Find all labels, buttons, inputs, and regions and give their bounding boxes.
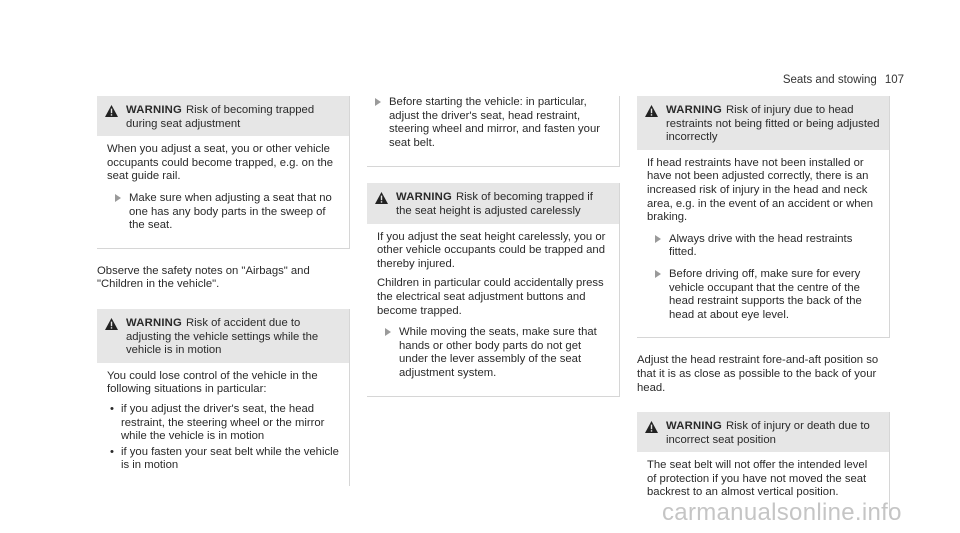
warning-box-head-restraints [637, 96, 890, 338]
warning-label: WARNING [666, 420, 722, 433]
safety-note: Observe the safety notes on "Airbags" and "Children in the vehicle". [97, 264, 310, 291]
warning-text: If head restraints have not been installed or have not been adjusted correctly, there is an increased risk of injury in the head and neck area, e.g. in the event of an accident or when braking. [647, 156, 874, 224]
step-arrow-icon [655, 235, 661, 243]
warning-text: The seat belt will not offer the intended level of protection if you have not moved the seat backrest to an almost vertical position. [647, 459, 868, 499]
step-arrow-icon [385, 328, 391, 336]
instruction-step [647, 233, 879, 260]
adjustment-note: Adjust the head restraint fore-and-aft position so that it is as close as possible to the back of your head. [637, 354, 879, 394]
warning-header [97, 309, 349, 363]
step-text: Always drive with the head restraints fitted. [669, 232, 853, 259]
column-1 [97, 96, 350, 502]
step-arrow-icon [655, 270, 661, 278]
warning-header [97, 96, 349, 136]
page-number: 107 [884, 74, 904, 86]
warning-text: When you adjust a seat, you or other vehicle occupants could become trapped, e.g. on the seat guide rail. [107, 143, 334, 183]
warning-box-seat-height [367, 183, 620, 396]
warning-text: You could lose control of the vehicle in the following situations in particular: [107, 369, 318, 396]
column-3 [637, 96, 890, 531]
warning-title: Risk of becoming trapped during seat adjustment [126, 104, 315, 130]
warning-label: WARNING [666, 104, 722, 116]
list-item: • if you adjust the driver's seat, the head restraint, the steering wheel or the mirror while the vehicle is in motion [107, 403, 339, 444]
step-text: Before driving off, make sure for every vehicle occupant that the centre of the head restraint supports the back of the head at about eye level. [669, 267, 862, 321]
list-item: • if you fasten your seat belt while the vehicle is in motion [107, 446, 339, 473]
warning-header [637, 412, 889, 452]
warning-label: WARNING [396, 191, 452, 204]
warning-triangle-icon [105, 105, 118, 117]
warning-body [637, 150, 889, 338]
step-text: While moving the seats, make sure that hands or other body parts do not get under the lever assembly of the seat adjustment system. [399, 326, 597, 379]
warning-triangle-icon [645, 421, 658, 433]
warning-text: Children in particular could accidentally press the electrical seat adjustment buttons and become trapped. [377, 277, 604, 317]
instruction-step [367, 96, 609, 150]
instruction-step [647, 268, 879, 322]
column-2 [367, 96, 620, 413]
watermark: carmanualsonline.info [662, 499, 902, 526]
page-header [783, 74, 904, 86]
warning-title: Risk of accident due to adjusting the vehicle settings while the vehicle is in motion [126, 316, 319, 357]
warning-text: If you adjust the seat height carelessly, you or other vehicle occupants could be trapped and thereby injured. [377, 230, 606, 270]
warning-triangle-icon [645, 105, 658, 117]
warning-body [367, 224, 619, 396]
warning-label: WARNING [126, 104, 182, 116]
step-arrow-icon [115, 194, 121, 202]
warning-label: WARNING [126, 316, 182, 329]
instruction-step [107, 192, 339, 233]
warning-box-accident-adjusting [97, 309, 350, 486]
instruction-box [367, 96, 620, 167]
section-title: Seats and stowing [782, 74, 877, 86]
instruction-step [377, 326, 609, 380]
warning-title: Risk of injury due to head restraints not being fitted or being adjusted incorrectly [666, 104, 880, 144]
step-text: Make sure when adjusting a seat that no one has any body parts in the sweep of the seat. [129, 191, 332, 232]
warning-triangle-icon [105, 318, 118, 330]
warning-box-trapped-adjustment [97, 96, 350, 249]
warning-body [97, 136, 349, 248]
step-arrow-icon [375, 98, 381, 106]
warning-title: Risk of injury or death due to incorrect seat position [666, 420, 870, 446]
warning-body [97, 363, 349, 486]
warning-header [367, 183, 619, 223]
bullet-list [107, 403, 339, 473]
warning-title: Risk of becoming trapped if the seat height is adjusted carelessly [396, 191, 593, 217]
warning-triangle-icon [375, 192, 388, 204]
step-text: Before starting the vehicle: in particular, adjust the driver's seat, head restraint, steering wheel and mirror, and fasten your seat belt. [389, 96, 600, 149]
warning-header [637, 96, 889, 150]
